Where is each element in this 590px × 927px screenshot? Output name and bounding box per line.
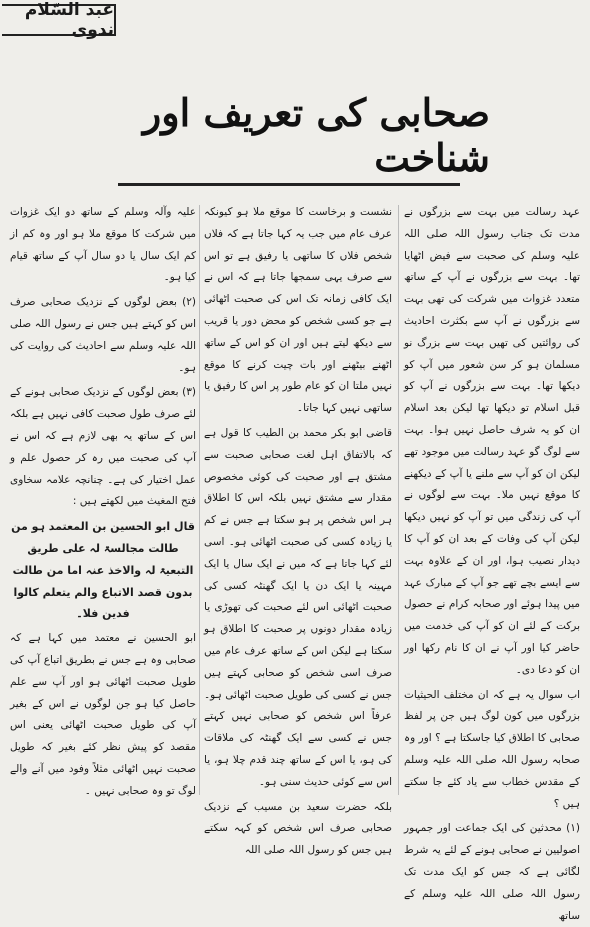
paragraph: علیہ وآلہ وسلم کے ساتھ دو ایک غزوات میں شرکت کا موقع ملا ہو اور وہ کم از کم ایک سال یا دو سال آپ کے ساتھ قیام کیا ہو۔: [10, 206, 196, 284]
paragraph: نشست و برخاست کا موقع ملا ہو کیونکہ عرف عام میں جب یہ کہا جاتا ہے کہ فلاں شخص فلاں کا ساتھی یا رفیق ہے تو اس سے صرف یہی سمجھا جاتا ہے کہ اس نے ایک کافی زمانہ تک اس کی صحبت اٹھائی ہے جو کسی شخص کو محض دور یا قریب سے دیکھ لیتے ہیں اور ان کو اس کے ساتھ اٹھنے بیٹھنے اور بات چیت کرنے کا موقع نہیں ملتا ان کو عام طور پر اس کا رفیق یا ساتھی نہیں کہا جاتا۔: [204, 206, 392, 415]
author-name: عبد السّلام ندوی: [24, 0, 114, 40]
paragraph: عہد رسالت میں بہت سے بزرگوں نے مدت تک جناب رسول اللہ صلی اللہ علیہ وسلم کی صحبت سے فیض اٹھایا تھا۔ بہت سے بزرگوں نے آپ کے ساتھ متعدد غزوات میں شرکت کی تھی بہت سے بزرگوں نے آپ سے بکثرت احادیث کی روائتیں کی تھیں بہت سے بزرگ نو مسلمان ہو کر سن شعور میں آپ کو دیکھا تھا۔ بہت سے بزرگوں نے آپ کو قبل اسلام تو دیکھا تھا لیکن بعد اسلام ان کو یہ شرف حاصل نہیں ہوا۔ بہت سے لوگ گو عہد رسالت میں موجود تھے لیکن ان کو آپ سے ملنے یا آپ کے دیکھنے کا موقع نہیں ملا۔ بہت سے لوگوں نے آپ کی زندگی میں تو آپ کو نہیں دیکھا لیکن آپ کی وفات کے بعد ان کو آپ کا دیدار نصیب ہوا، اور ان کے علاوہ بہت سے ایسے بچے تھے جو آپ کے مبارک عہد میں پیدا ہوئے اور صحابہ کرام نے حصول برکت کے لئے ان کو آپ کی خدمت میں حاضر کیا اور آپ نے ان کا نام رکھا اور ان کو دعا دی۔: [404, 206, 580, 676]
title-underline: [118, 183, 460, 186]
paragraph: (۱) محدثین کی ایک جماعت اور جمہور اصولیین نے صحابی ہونے کے لئے یہ شرط لگائی ہے کہ جس کو ایک مدت تک رسول اللہ صلی اللہ علیہ وسلم کے ساتھ: [404, 822, 580, 922]
paragraph: (۳) بعض لوگوں کے نزدیک صحابی ہونے کے لئے صرف طول صحبت کافی نہیں ہے بلکہ اس کے ساتھ یہ بھی لازم ہے کہ اس نے آپ کی صحبت میں رہ کر حصول علم و عمل اختیار کی ہے۔ چنانچہ علامہ سخاوی فتح المغیث میں لکھتے ہیں :: [10, 386, 196, 508]
paragraph: بلکہ حضرت سعید بن مسیب کے نزدیک صحابی صرف اس شخص کو کہہ سکتے ہیں جس کو رسول اللہ صلی اللہ: [204, 800, 392, 857]
author-byline: [2, 0, 116, 40]
arabic-quote: قال ابو الحسین بن المعتمد ہو من طالت مجالسۃ لہ علی طریق التبعیۃ لہ والاخذ عنہ اما من طالت بدون قصد الاتباع والم یتعلم کالوا فدین فلا۔: [11, 520, 195, 621]
column-right: [404, 202, 580, 922]
article-title: صحابی کی تعریف اور شناخت: [142, 90, 490, 180]
column-divider: [199, 205, 200, 795]
column-left: [10, 202, 196, 802]
paragraph: قاضی ابو بکر محمد بن الطیب کا قول ہے کہ بالاتفاق اہل لغت صحابی صحبت سے مشتق ہے اور صحبت کی کوئی مخصوص مقدار سے مشتق نہیں بلکہ اس کا اطلاق ہر اس شخص پر ہو سکتا ہے جس نے کم یا زیادہ کسی کی صحبت اٹھائی ہو۔ اسی لئے کہا جاتا ہے کہ میں نے ایک سال یا ایک مہینہ یا ایک دن یا ایک گھنٹہ کسی کی صحبت اٹھائی اس لئے صحبت کی تھوڑی یا زیادہ مقدار دونوں پر صحبت کا اطلاق ہو سکتا ہے لیکن اس کے ساتھ عرف عام میں صرف اسی شخص کو صحابی کہتے ہیں جس نے کسی کی طویل صحبت اٹھائی ہو۔ عرفاً اس شخص کو صحابی نہیں کہتے جس نے کسی سے ایک گھنٹہ کی ملاقات کی ہو، یا اس کے ساتھ چند قدم چلا ہو، یا اس سے کوئی حدیث سنی ہو۔: [204, 426, 392, 788]
column-divider: [398, 205, 399, 795]
paragraph: اب سوال یہ ہے کہ ان مختلف الحیثیات بزرگوں میں کون لوگ ہیں جن پر لفظ صحابی کا اطلاق کیا جاسکتا ہے ؟ اور وہ صحابہ رسول اللہ صلی اللہ علیہ وسلم کے مقدس خطاب سے یاد کئے جا سکتے ہیں ؟: [404, 688, 580, 810]
column-middle: [204, 202, 392, 857]
paragraph: (۲) بعض لوگوں کے نزدیک صحابی صرف اس کو کہتے ہیں جس نے رسول اللہ صلی اللہ علیہ وسلم سے احادیث کی روایت کی ہو۔: [10, 296, 196, 374]
paragraph: ابو الحسین نے معتمد میں کہا ہے کہ صحابی وہ ہے جس نے بطریق اتباع آپ کی طویل صحبت اٹھائی ہو اور آپ سے علم حاصل کیا ہو جن لوگوں نے اس کے بغیر آپ کی طویل صحبت اٹھائی یعنی اس مقصد کو پیش نظر کئے بغیر کہ طویل صحبت نہیں اٹھائی مثلاً وفود میں آنے والے لوگ تو وہ صحابی نہیں ۔: [10, 632, 196, 797]
